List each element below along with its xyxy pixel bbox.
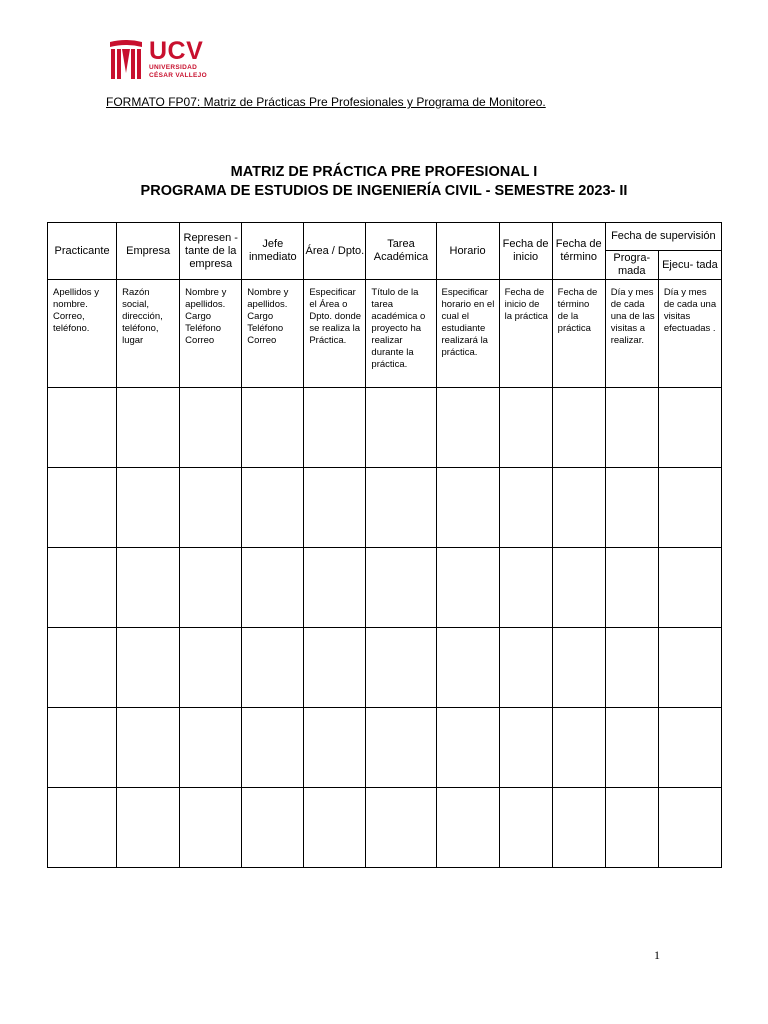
desc-area: Especificar el Área o Dpto. donde se realiza la Práctica. [304,280,366,388]
table-cell[interactable] [605,788,658,868]
desc-representante: Nombre y apellidos. Cargo Teléfono Correo [180,280,242,388]
header-empresa: Empresa [117,223,180,280]
header-representante: Represen -tante de la empresa [180,223,242,280]
table-cell[interactable] [499,468,552,548]
table-cell[interactable] [366,468,436,548]
table-cell[interactable] [180,468,242,548]
header-tarea: Tarea Académica [366,223,436,280]
table-cell[interactable] [499,548,552,628]
table-cell[interactable] [180,388,242,468]
table-cell[interactable] [180,548,242,628]
table-cell[interactable] [242,468,304,548]
table-cell[interactable] [605,468,658,548]
desc-tarea: Título de la tarea académica o proyecto ha realizar durante la práctica. [366,280,436,388]
table-cell[interactable] [552,388,605,468]
table-cell[interactable] [242,388,304,468]
desc-programada: Día y mes de cada una de las visitas a realizar. [605,280,658,388]
practice-matrix-table [47,222,722,868]
table-cell[interactable] [658,468,721,548]
table-cell[interactable] [552,628,605,708]
table-cell[interactable] [658,788,721,868]
desc-fecha-termino: Fecha de término de la práctica [552,280,605,388]
table-cell[interactable] [242,788,304,868]
ucv-logo [108,39,207,83]
header-area: Área / Dpto. [304,223,366,280]
description-row [48,280,722,388]
table-cell[interactable] [304,788,366,868]
header-fecha-inicio: Fecha de inicio [499,223,552,280]
table-cell[interactable] [304,388,366,468]
header-programada: Progra- mada [605,251,658,280]
format-label: FORMATO FP07: [106,95,201,109]
table-cell[interactable] [436,468,499,548]
header-ejecutada: Ejecu- tada [658,251,721,280]
table-cell[interactable] [117,388,180,468]
table-row [48,628,722,708]
logo-sub-2: CÉSAR VALLEJO [149,71,207,79]
table-cell[interactable] [117,628,180,708]
header-jefe: Jefe inmediato [242,223,304,280]
table-row [48,708,722,788]
table-cell[interactable] [605,548,658,628]
table-cell[interactable] [304,708,366,788]
table-row [48,548,722,628]
header-horario: Horario [436,223,499,280]
table-cell[interactable] [366,548,436,628]
table-cell[interactable] [658,708,721,788]
desc-fecha-inicio: Fecha de inicio de la práctica [499,280,552,388]
table-cell[interactable] [436,788,499,868]
desc-ejecutada: Día y mes de cada una visitas efectuadas . [658,280,721,388]
table-cell[interactable] [180,628,242,708]
table-cell[interactable] [48,788,117,868]
document-subtitle: PROGRAMA DE ESTUDIOS DE INGENIERÍA CIVIL - SEMESTRE 2023- II [140,183,628,199]
table-cell[interactable] [117,468,180,548]
table-cell[interactable] [48,388,117,468]
logo-name: UCV [149,37,204,65]
table-cell[interactable] [242,628,304,708]
table-cell[interactable] [48,468,117,548]
table-cell[interactable] [48,548,117,628]
table-cell[interactable] [605,708,658,788]
table-cell[interactable] [366,708,436,788]
format-text: Matriz de Prácticas Pre Profesionales y Programa de Monitoreo. [200,95,546,109]
desc-jefe: Nombre y apellidos. Cargo Teléfono Correo [242,280,304,388]
table-row [48,468,722,548]
table-cell[interactable] [180,708,242,788]
table-cell[interactable] [436,708,499,788]
desc-empresa: Razón social, dirección, teléfono, lugar [117,280,180,388]
table-cell[interactable] [304,548,366,628]
table-cell[interactable] [552,708,605,788]
document-title: MATRIZ DE PRÁCTICA PRE PROFESIONAL I [230,164,538,180]
header-practicante: Practicante [48,223,117,280]
header-fecha-termino: Fecha de término [552,223,605,280]
table-cell[interactable] [552,548,605,628]
table-cell[interactable] [180,788,242,868]
table-cell[interactable] [658,388,721,468]
table-cell[interactable] [658,548,721,628]
desc-practicante: Apellidos y nombre. Correo, teléfono. [48,280,117,388]
ucv-shield-icon [108,39,144,83]
table-cell[interactable] [48,628,117,708]
table-cell[interactable] [499,788,552,868]
table-cell[interactable] [658,628,721,708]
table-cell[interactable] [605,388,658,468]
page-number: 1 [654,948,660,962]
table-cell[interactable] [48,708,117,788]
table-cell[interactable] [242,708,304,788]
table-row [48,788,722,868]
table-cell[interactable] [117,548,180,628]
table-cell[interactable] [552,788,605,868]
table-cell[interactable] [605,628,658,708]
table-row [48,388,722,468]
table-cell[interactable] [242,548,304,628]
table-cell[interactable] [499,628,552,708]
table-cell[interactable] [366,788,436,868]
table-cell[interactable] [304,468,366,548]
table-cell[interactable] [499,708,552,788]
table-cell[interactable] [552,468,605,548]
table-cell[interactable] [117,708,180,788]
format-heading [106,95,546,109]
logo-sub-1: UNIVERSIDAD [149,64,198,71]
desc-horario: Especificar horario en el cual el estudiante realizará la práctica. [436,280,499,388]
table-cell[interactable] [366,388,436,468]
table-cell[interactable] [304,628,366,708]
table-cell[interactable] [366,628,436,708]
table-cell[interactable] [117,788,180,868]
table-cell[interactable] [436,628,499,708]
table-cell[interactable] [436,388,499,468]
table-cell[interactable] [499,388,552,468]
header-supervision: Fecha de supervisión [605,223,721,251]
table-cell[interactable] [436,548,499,628]
